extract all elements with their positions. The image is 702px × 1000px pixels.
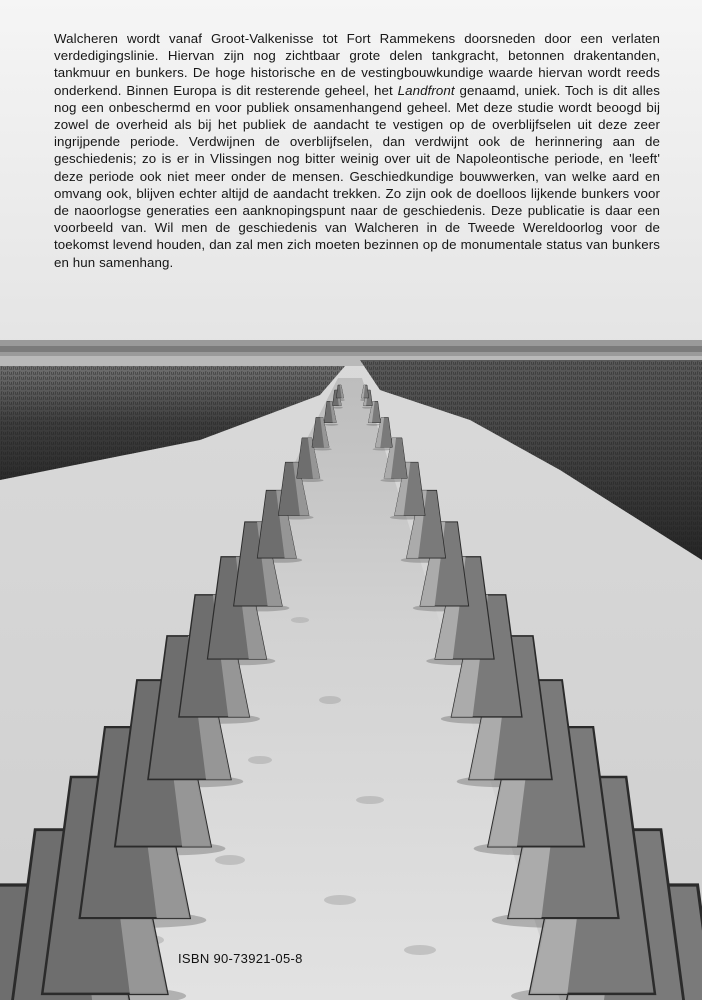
description-part-1: Walcheren wordt vanaf Groot-Valkenisse tot Fort Rammekens doorsneden door een verlaten verdedigingslinie. Hiervan zijn nog zichtbaar grote delen tankgracht, betonnen drakentanden, tankmuur en bunkers. De hoge historische en de vestingbouwkundige waarde hiervan wordt reeds onderkend. Binnen Europa is dit resterende geheel, het [54,31,660,98]
description-part-2: genaamd, uniek. Toch is dit alles nog een onbeschermd en voor publiek onsamenhangend geheel. Met deze studie wordt beoogd bij zowel de overheid als bij het publiek de aandacht te vestigen op de overblijfselen uit deze zeer ingrijpende periode. Verdwijnen de overblijfselen, dan verdwijnt ook de herinnering aan de geschiedenis; zo is er in Vlissingen nog bitter weinig over uit de Napoleontische periode, en 'leeft' deze periode ook niet meer onder de mensen. Geschiedkundige bouwwerken, van welke aard en omvang ook, blijven echter altijd de aandacht trekken. Zo zijn ook de doelloos lijkende bunkers voor de naoorlogse generaties een aanknopingspunt naar de geschiedenis. Deze publicatie is daar een voorbeeld van. Wil men de geschiedenis van Walcheren in de Tweede Wereldoorlog voor de toekomst levend houden, dan zal men zich moeten bezinnen op de monumentale status van bunkers en hun samenhang. [54,82,661,270]
isbn-number: ISBN 90-73921-05-8 [178,951,303,966]
tooth-shadow [333,407,343,409]
tooth-shadow [325,424,339,426]
tooth-shadow [373,448,392,450]
cover-description-text [54,30,660,271]
tooth-shadow [366,424,380,426]
landfront-emphasis: Landfront [397,82,455,98]
tooth-shadow [362,407,372,409]
tooth-shadow [313,448,332,450]
